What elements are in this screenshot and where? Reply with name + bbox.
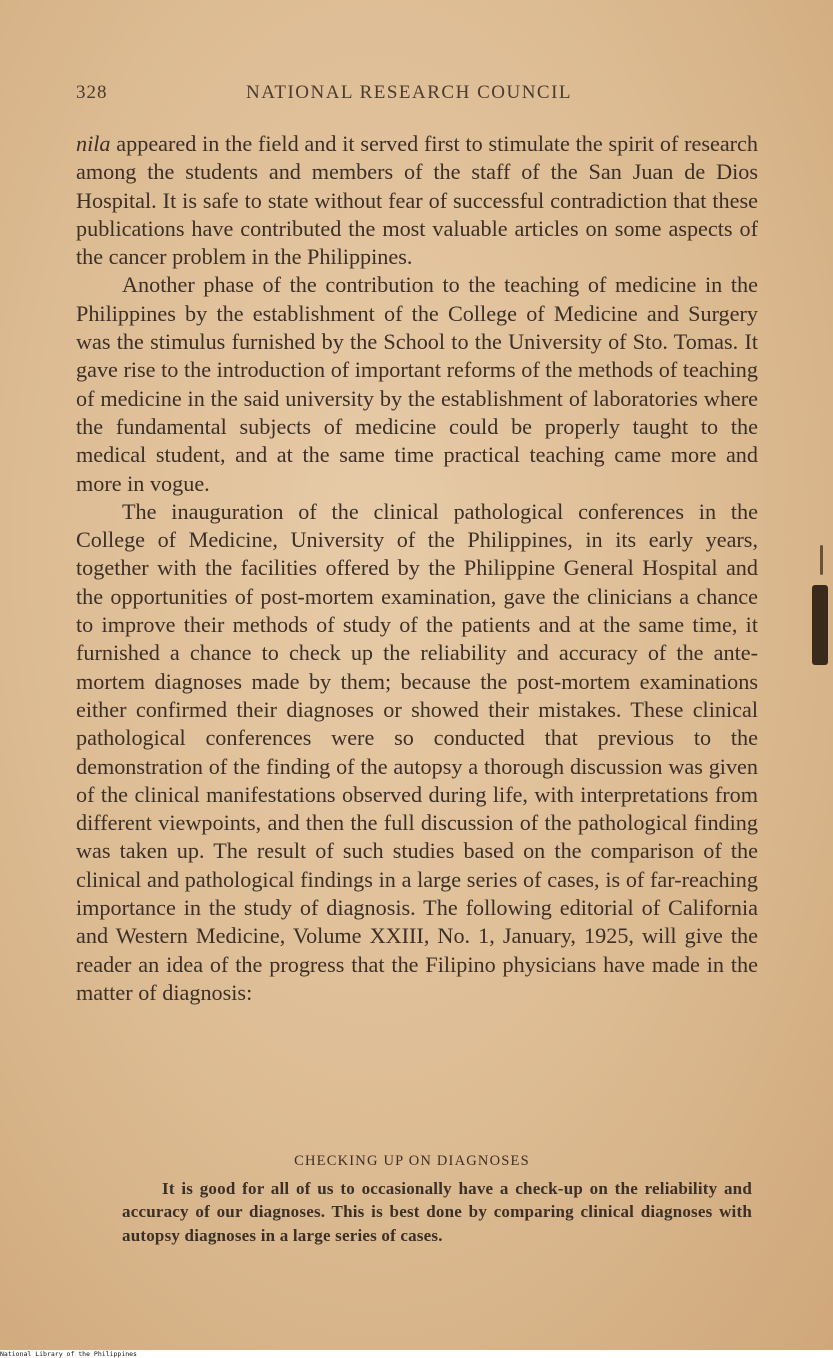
italic-fragment: nila (76, 131, 111, 156)
page-edge-mark (820, 545, 823, 575)
running-head: NATIONAL RESEARCH COUNCIL (246, 82, 573, 103)
quote-body: It is good for all of us to occasionally have a check-up on the reliability and accuracy of our diagnoses. This is best done by comparing clinical diagnoses with autopsy diagnoses in a large series of cases. (122, 1179, 752, 1245)
page-number: 328 (76, 82, 108, 103)
paragraph-2: Another phase of the contribution to the teaching of medicine in the Philippines by the establishment of the College of Medicine and Surgery was the stimulus furnished by the School to the University of Sto. Tomas. It gave rise to the introduction of important reforms of the methods of teaching of medicine in the said university by the establishment of laboratories where the fundamental subjects of medicine could be properly taught to the medical student, and at the same time practical teaching came more and more in vogue. (76, 272, 758, 496)
paragraph-1-text: appeared in the field and it served first to stimulate the spirit of research among the students and members of the staff of the San Juan de Dios Hospital. It is safe to state without fear of successful contradiction that these publications have contributed the most valuable articles on some aspects of the cancer problem in the Philippines. (76, 131, 758, 270)
quote-title: CHECKING UP ON DIAGNOSES (294, 1153, 530, 1169)
paragraph-1 (76, 130, 758, 271)
page-header (76, 82, 766, 110)
footer-strip (0, 1350, 833, 1358)
body-text (76, 130, 758, 1007)
paragraph-3: The inauguration of the clinical pathological conferences in the College of Medicine, University of the Philippines, in its early years, together with the facilities offered by the Philippine General Hospital and the opportunities of post-mortem examination, gave the clinicians a chance to improve their methods of study of the patients and at the same time, it furnished a chance to check up the reliability and accuracy of the ante-mortem diagnoses made by them; because the post-mortem examinations either confirmed their diagnoses or showed their mistakes. These clinical pathological conferences were so conducted that previous to the demonstration of the finding of the autopsy a thorough discussion was given of the clinical manifestations observed during life, with interpretations from different viewpoints, and then the full discussion of the pathological finding was taken up. The result of such studies based on the comparison of the clinical and pathological findings in a large series of cases, is of far-reaching importance in the study of diagnosis. The following editorial of California and Western Medicine, Volume XXIII, No. 1, January, 1925, will give the reader an idea of the progress that the Filipino physicians have made in the matter of diagnosis: (76, 498, 758, 1005)
library-credit: National Library of the Philippines (0, 1350, 137, 1358)
page-edge-stain (812, 585, 828, 665)
